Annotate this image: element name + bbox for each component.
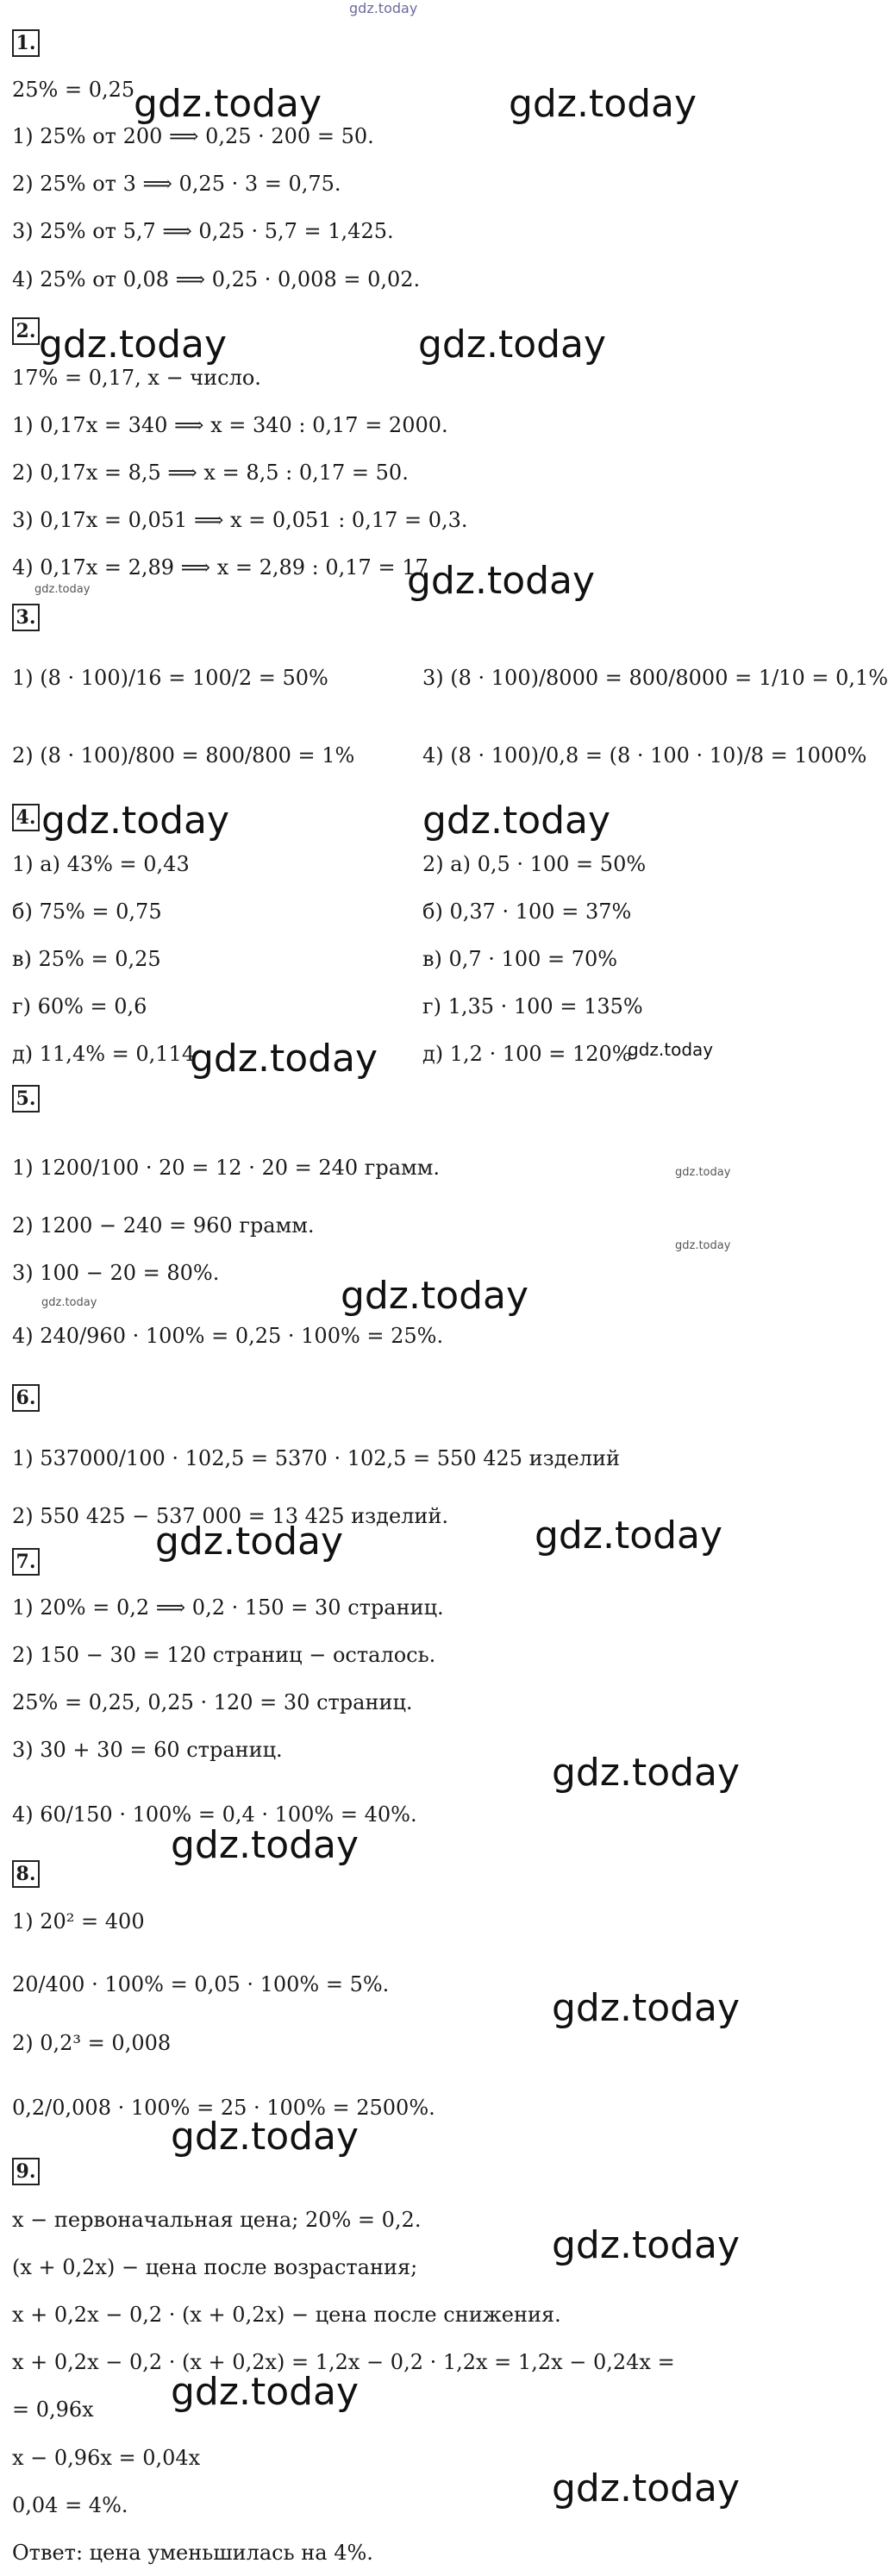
watermark: gdz.today <box>39 323 228 367</box>
task-4-right-2: б) 0,37 · 100 = 37% <box>422 899 632 924</box>
task-4-left-3: в) 25% = 0,25 <box>12 947 161 971</box>
watermark-medium: gdz.today <box>628 1039 714 1060</box>
watermark: gdz.today <box>552 2466 741 2510</box>
task-9-line-4: x + 0,2x − 0,2 · (x + 0,2x) = 1,2x − 0,2 · 1,2x = 1,2x − 0,24x = <box>12 2350 675 2374</box>
watermark: gdz.today <box>155 1520 344 1564</box>
watermark: gdz.today <box>341 1274 529 1318</box>
watermark-small: gdz.today <box>675 1239 731 1252</box>
task-1-line-4: 3) 25% от 5,7 ⟹ 0,25 · 5,7 = 1,425. <box>12 219 394 243</box>
watermark: gdz.today <box>190 1037 378 1081</box>
task-4-right-3: в) 0,7 · 100 = 70% <box>422 947 618 971</box>
task-4-left-1: 1) а) 43% = 0,43 <box>12 852 190 876</box>
watermark: gdz.today <box>41 799 230 843</box>
task-number-3: 3. <box>12 604 40 631</box>
task-7-line-5: 4) 60/150 · 100% = 0,4 · 100% = 40%. <box>12 1802 417 1827</box>
task-4-right-5: д) 1,2 · 100 = 120% <box>422 1042 632 1066</box>
watermark-small: gdz.today <box>34 583 91 596</box>
watermark: gdz.today <box>418 323 607 367</box>
task-number-6: 6. <box>12 1384 40 1412</box>
task-4-left-5: д) 11,4% = 0,114 <box>12 1042 196 1066</box>
task-number-8: 8. <box>12 1860 40 1888</box>
task-4-left-4: г) 60% = 0,6 <box>12 994 147 1018</box>
watermark: gdz.today <box>535 1514 723 1558</box>
watermark: gdz.today <box>552 1751 741 1795</box>
task-5-line-2: 2) 1200 − 240 = 960 грамм. <box>12 1213 315 1238</box>
task-8-line-3: 2) 0,2³ = 0,008 <box>12 2031 172 2055</box>
task-1-line-2: 1) 25% от 200 ⟹ 0,25 · 200 = 50. <box>12 124 374 148</box>
watermark: gdz.today <box>509 82 697 126</box>
task-number-9: 9. <box>12 2158 40 2185</box>
task-3-line-2: 2) (8 · 100)/800 = 800/800 = 1% <box>12 743 355 768</box>
task-9-line-2: (x + 0,2x) − цена после возрастания; <box>12 2255 418 2279</box>
task-7-line-4: 3) 30 + 30 = 60 страниц. <box>12 1738 283 1762</box>
task-number-4: 4. <box>12 804 40 831</box>
task-1-line-1: 25% = 0,25 <box>12 78 135 102</box>
watermark: gdz.today <box>407 559 596 603</box>
task-5-line-1: 1) 1200/100 · 20 = 12 · 20 = 240 грамм. <box>12 1156 441 1180</box>
task-2-line-5: 4) 0,17x = 2,89 ⟹ x = 2,89 : 0,17 = 17 <box>12 555 428 580</box>
task-7-line-3: 25% = 0,25, 0,25 · 120 = 30 страниц. <box>12 1690 413 1714</box>
task-number-1: 1. <box>12 29 40 57</box>
task-5-line-4: 4) 240/960 · 100% = 0,25 · 100% = 25%. <box>12 1324 444 1348</box>
watermark-small: gdz.today <box>675 1166 731 1179</box>
task-9-line-3: x + 0,2x − 0,2 · (x + 0,2x) − цена после снижения. <box>12 2303 561 2327</box>
task-number-5: 5. <box>12 1085 40 1113</box>
task-2-line-4: 3) 0,17x = 0,051 ⟹ x = 0,051 : 0,17 = 0,3. <box>12 508 468 532</box>
watermark-small: gdz.today <box>41 1296 97 1309</box>
task-7-line-1: 1) 20% = 0,2 ⟹ 0,2 · 150 = 30 страниц. <box>12 1595 444 1620</box>
task-9-line-7: 0,04 = 4%. <box>12 2493 128 2517</box>
task-number-7: 7. <box>12 1548 40 1576</box>
task-4-left-2: б) 75% = 0,75 <box>12 899 162 924</box>
watermark: gdz.today <box>171 1823 360 1867</box>
task-3-line-4: 4) (8 · 100)/0,8 = (8 · 100 · 10)/8 = 1000% <box>422 743 867 768</box>
task-number-2: 2. <box>12 317 40 345</box>
header-watermark: gdz.today <box>349 0 418 16</box>
task-3-line-1: 1) (8 · 100)/16 = 100/2 = 50% <box>12 666 328 690</box>
task-4-right-1: 2) а) 0,5 · 100 = 50% <box>422 852 647 876</box>
task-3-line-3: 3) (8 · 100)/8000 = 800/8000 = 1/10 = 0,1% <box>422 666 888 690</box>
task-6-line-2: 2) 550 425 − 537 000 = 13 425 изделий. <box>12 1504 449 1528</box>
task-9-line-6: x − 0,96x = 0,04x <box>12 2446 201 2470</box>
task-1-line-3: 2) 25% от 3 ⟹ 0,25 · 3 = 0,75. <box>12 172 341 196</box>
task-9-line-1: x − первоначальная цена; 20% = 0,2. <box>12 2208 422 2232</box>
watermark: gdz.today <box>552 1986 741 2030</box>
task-7-line-2: 2) 150 − 30 = 120 страниц − осталось. <box>12 1643 436 1667</box>
task-2-line-3: 2) 0,17x = 8,5 ⟹ x = 8,5 : 0,17 = 50. <box>12 461 409 485</box>
task-4-right-4: г) 1,35 · 100 = 135% <box>422 994 643 1018</box>
task-5-line-3: 3) 100 − 20 = 80%. <box>12 1261 220 1285</box>
task-9-line-5: = 0,96x <box>12 2397 94 2422</box>
task-1-line-5: 4) 25% от 0,08 ⟹ 0,25 · 0,008 = 0,02. <box>12 267 421 291</box>
task-2-line-2: 1) 0,17x = 340 ⟹ x = 340 : 0,17 = 2000. <box>12 413 448 437</box>
task-8-line-2: 20/400 · 100% = 0,05 · 100% = 5%. <box>12 1972 390 1996</box>
watermark: gdz.today <box>171 2370 360 2414</box>
task-6-line-1: 1) 537000/100 · 102,5 = 5370 · 102,5 = 550 425 изделий <box>12 1446 620 1470</box>
watermark: gdz.today <box>134 82 322 126</box>
watermark: gdz.today <box>422 799 611 843</box>
task-2-line-1: 17% = 0,17, x − число. <box>12 366 261 390</box>
task-9-answer: Ответ: цена уменьшилась на 4%. <box>12 2541 373 2565</box>
watermark: gdz.today <box>171 2115 360 2159</box>
watermark: gdz.today <box>552 2223 741 2267</box>
task-8-line-4: 0,2/0,008 · 100% = 25 · 100% = 2500%. <box>12 2096 435 2120</box>
task-8-line-1: 1) 20² = 400 <box>12 1909 145 1934</box>
